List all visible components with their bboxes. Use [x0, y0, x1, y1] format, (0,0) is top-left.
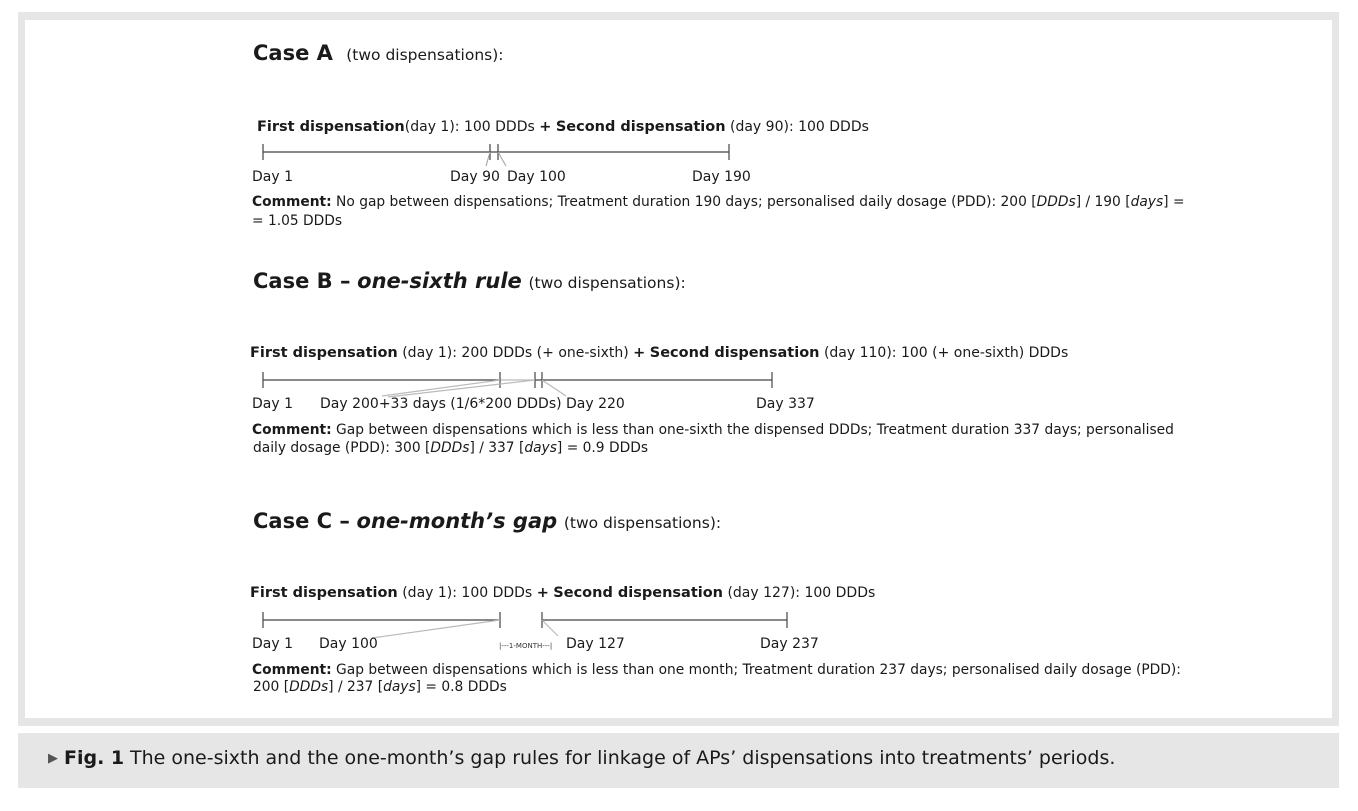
case-c-gap-label: |---1-MONTH---|: [499, 642, 553, 650]
case-b-timeline: [263, 372, 772, 397]
case-a-comment-line2: = 1.05 DDDs: [252, 213, 343, 229]
case-b-comment-line2: daily dosage (PDD): 300 [DDDs] / 337 [days] = 0.9 DDDs: [253, 440, 649, 456]
case-b-dispensations: First dispensation (day 1): 200 DDDs (+ one-sixth) + Second dispensation (day 110): 100 (+ one-sixth) DDDs: [250, 345, 1069, 361]
case-c-comment-line2: 200 [DDDs] / 237 [days] = 0.8 DDDs: [253, 679, 507, 695]
case-a-label-day1: Day 1: [252, 169, 294, 185]
case-c-comment-line1: Comment: Gap between dispensations which is less than one month; Treatment duration 237 days; personalised daily dosage (PDD):: [252, 662, 1181, 678]
case-c-label-day237: Day 237: [760, 636, 819, 652]
case-a-label-day190: Day 190: [692, 169, 751, 185]
case-b-label-day220: Day 220: [566, 396, 625, 412]
case-c-heading: Case C – one-month’s gap (two dispensations):: [253, 509, 722, 533]
case-c-label-day127: Day 127: [566, 636, 625, 652]
case-a-timeline: [263, 144, 729, 166]
case-a-label-day90: Day 90: [450, 169, 500, 185]
case-a-heading: Case A (two dispensations):: [253, 41, 504, 65]
case-c-label-day100: Day 100: [319, 636, 378, 652]
case-c-label-day1: Day 1: [252, 636, 294, 652]
case-a-comment-line1: Comment: No gap between dispensations; Treatment duration 190 days; personalised daily dosage (PDD): 200 [DDDs] / 190 [days] =: [252, 194, 1185, 210]
case-b-label-day1: Day 1: [252, 396, 294, 412]
case-b-heading: Case B – one-sixth rule (two dispensations):: [253, 269, 686, 293]
caption-label: Fig. 1: [64, 747, 125, 769]
case-b-comment-line1: Comment: Gap between dispensations which is less than one-sixth the dispensed DDDs; Treatment duration 337 days; personalised: [252, 422, 1174, 438]
case-b-label-day337: Day 337: [756, 396, 815, 412]
caption-arrow-icon: ▶: [48, 751, 58, 766]
case-a-dispensations: First dispensation(day 1): 100 DDDs + Second dispensation (day 90): 100 DDDs: [257, 119, 869, 135]
caption-text: The one-sixth and the one-month’s gap rules for linkage of APs’ dispensations into treatments’ periods.: [130, 747, 1116, 769]
case-b-label-day200: Day 200+33 days (1/6*200 DDDs): [320, 396, 562, 412]
case-c-dispensations: First dispensation (day 1): 100 DDDs + Second dispensation (day 127): 100 DDDs: [250, 585, 876, 601]
case-a-label-day100: Day 100: [507, 169, 566, 185]
